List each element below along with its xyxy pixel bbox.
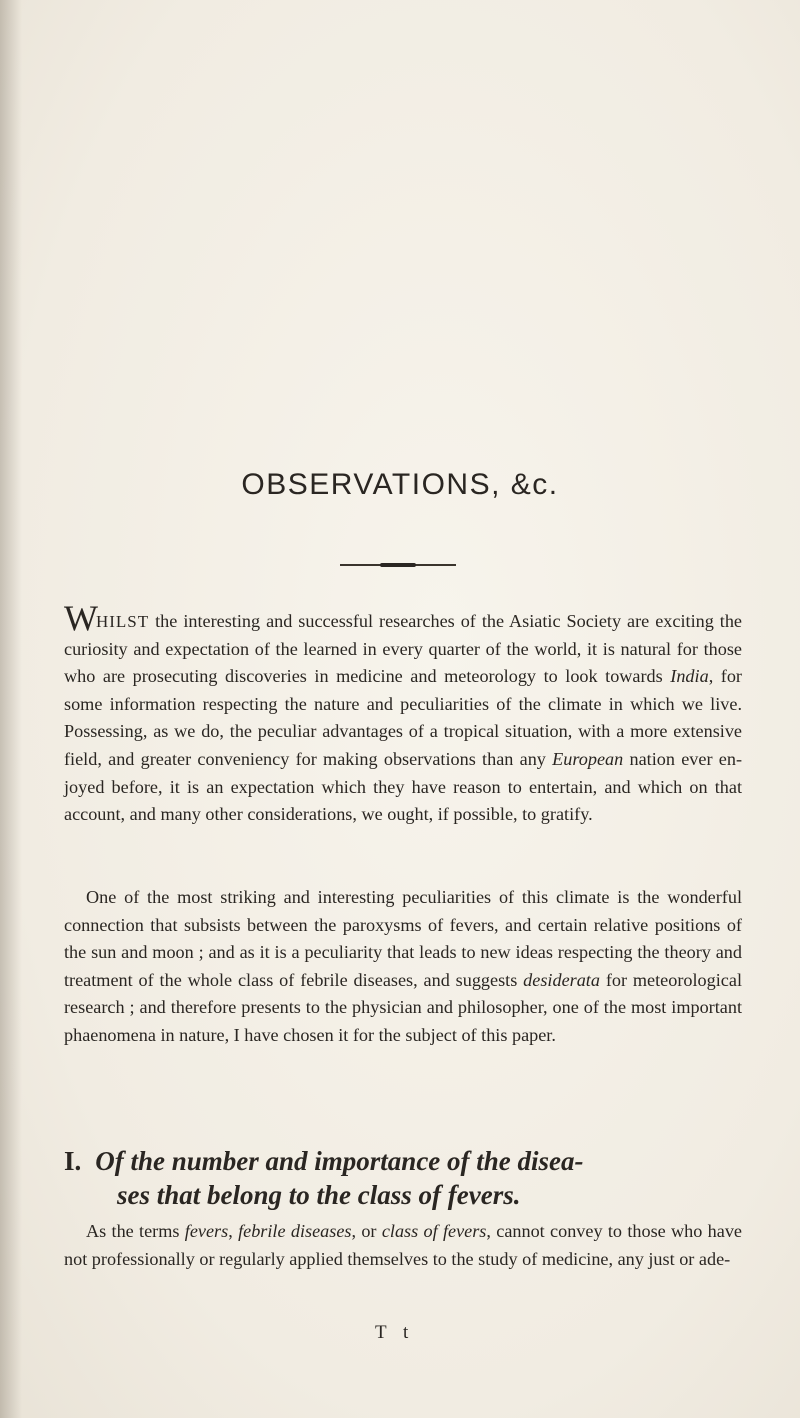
paragraph-1-text-b: , for some information respecting the nature and peculiarities of the climate in which we live. Possessing, as we do, the peculiar advantages of a tropical situation, with a more extensive field, and greater conveniency for making observations than any — [64, 666, 742, 769]
spine-shadow — [0, 0, 22, 1418]
paragraph-1-text-a: the interesting and successful researches of the Asiatic Society are exciting the curiosity and expectation of the learned in every quarter of the world, it is natural for those who are prosecuting discoveries in medicine and meteorology to look towards — [64, 611, 742, 687]
separator-2: , or — [351, 1221, 382, 1241]
paragraph-3-text-a: As the terms — [86, 1221, 185, 1241]
paragraph-2-text-a: One of the most striking and interesting peculiarities of this climate is the wonderful connection that subsists between the paroxysms of fevers, and certain relative positions of the sun and moon ; and as it is a peculiarity that leads to new ideas respecting the theory and treatment of the whole class of febrile diseases, and suggests — [64, 887, 742, 990]
italic-fevers: fevers — [184, 1221, 229, 1241]
signature-mark: T t — [375, 1322, 415, 1343]
page-title: OBSERVATIONS, &c. — [241, 468, 559, 501]
italic-european: European — [552, 748, 624, 769]
paragraph-2 — [64, 884, 742, 1050]
paragraph-2-text-b: for meteorological research ; and therefore presents to the physician and philosopher, one of the most important phaenomena in nature, I have chosen it for the subject of this paper. — [64, 969, 742, 1045]
section-number: I. — [64, 1146, 82, 1176]
paragraph-1 — [64, 598, 742, 829]
section-heading-line-2: ses that belong to the class of fevers. — [117, 1180, 521, 1210]
separator-1: , — [228, 1221, 239, 1241]
section-heading — [64, 1144, 742, 1212]
paragraph-3 — [64, 1218, 742, 1273]
paragraph-3-text-b: , cannot convey to those who have not professionally or regularly applied themselves to the study of medicine, any just or ade- — [64, 1221, 742, 1269]
paragraph-1-text-c: nation ever enjoyed before, it is an expectation which they have reason to entertain, and which on that account, and many other considerations, we ought, if possible, to gratify. — [64, 748, 742, 825]
italic-febrile-diseases: febrile diseases — [238, 1221, 352, 1241]
opening-word-smallcaps: HILST — [95, 612, 150, 631]
italic-india: India — [670, 666, 709, 687]
section-heading-line-1: Of the number and importance of the disea- — [95, 1146, 584, 1176]
ornamental-rule — [340, 564, 456, 566]
italic-desiderata: desiderata — [523, 969, 600, 990]
italic-class-of-fevers: class of fevers — [381, 1221, 487, 1241]
drop-cap: W — [64, 598, 96, 638]
